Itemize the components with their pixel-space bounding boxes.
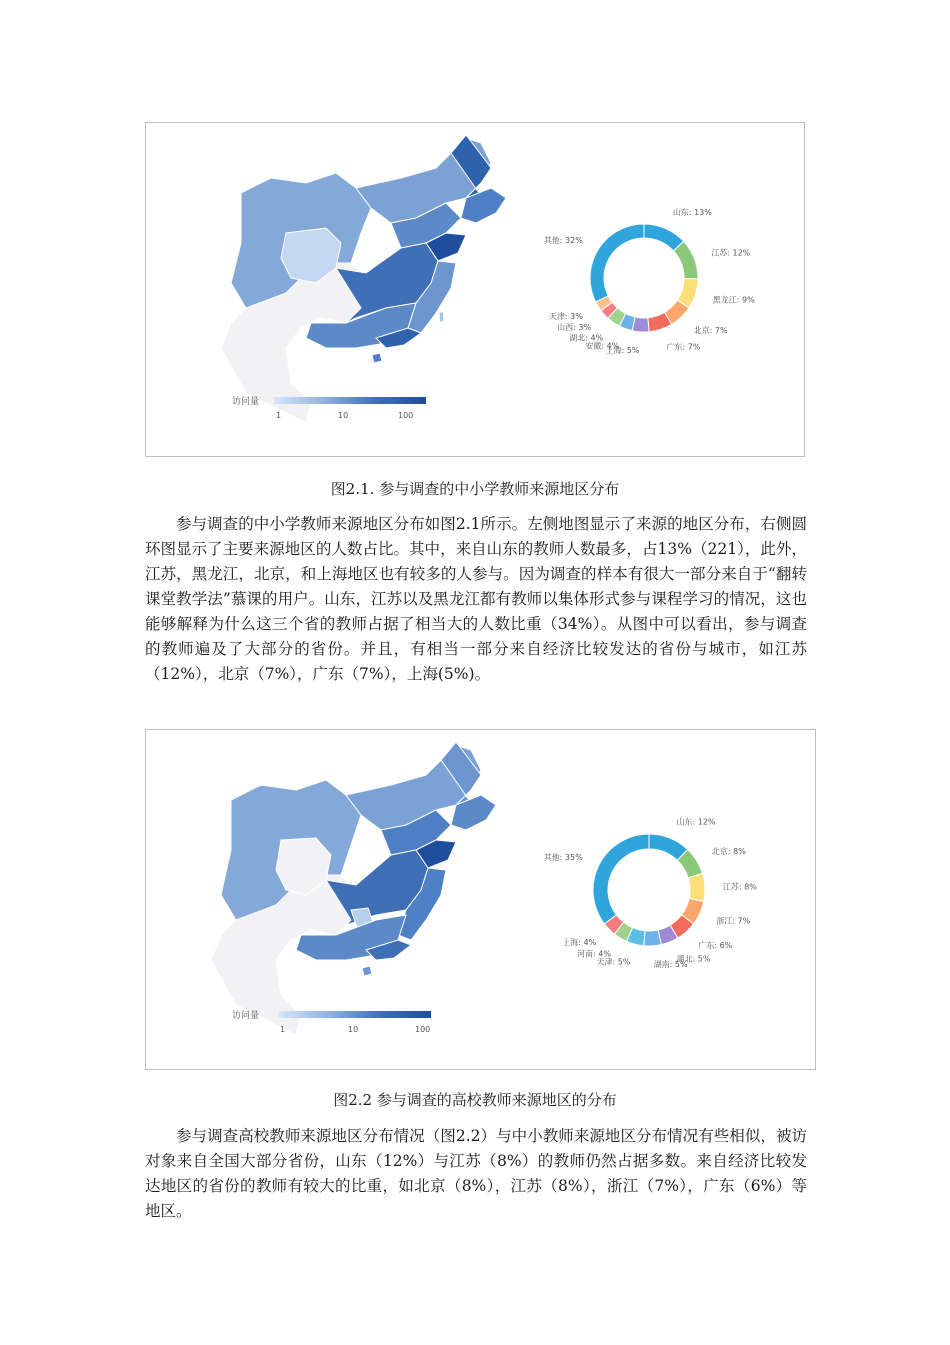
donut-label-3: 黑龙江: 9% [712,295,755,305]
donut-label-9: 山西: 3% [557,322,592,332]
donut-label-6: 湖北: 5% [676,954,711,964]
legend-gradient-bar [279,1011,431,1018]
donut-label-9: 河南: 4% [577,949,611,959]
donut-label-8: 湖北: 4% [569,333,604,343]
donut-label-2: 北京: 8% [711,846,746,856]
figure-2-1 [145,122,805,457]
legend-gradient-bar [274,397,426,404]
legend-tick-10: 10 [348,1025,359,1034]
legend-tick-10: 10 [338,411,349,420]
donut-label-1: 山东: 12% [676,817,716,827]
figure-2-1-graphic [146,123,806,458]
donut-label-4: 浙江: 7% [716,916,751,926]
donut-label-10: 上海: 4% [562,937,597,947]
donut-label-6: 上海: 5% [605,345,640,355]
donut-slice-2 [673,241,698,278]
donut-label-2: 江苏: 12% [711,248,751,258]
figure-2-1-caption: 图2.1. 参与调查的中小学教师来源地区分布 [330,480,620,498]
donut-label-4: 北京: 7% [693,326,728,336]
paragraph-1: 参与调查的中小学教师来源地区分布如图2.1所示。左侧地图显示了来源的地区分布，右侧圆环图显示了主要来源地区的人数占比。其中，来自山东的教师人数最多，占13%（221），此外，江苏，黑龙江，北京，和上海地区也有较多的人参与。因为调查的样本有很大一部分来自于“翻转课堂教学法”慕课的用户。山东，江苏以及黑龙江都有教师以集体形式参与课程学习的情况，这也能够解释为什么这三个省的教师占据了相当大的人数比重（34%）。从图中可以看出，参与调查的教师遍及了大部分的省份。并且，有相当一部分来自经济比较发达的省份与城市，如江苏（12%），北京（7%），广东（7%），上海(5%)。 [145,515,807,683]
donut-label-7: 湖南: 5% [653,959,688,969]
legend-tick-1: 1 [276,411,282,420]
legend-tick-100: 100 [398,411,414,420]
donut-label-3: 江苏: 8% [722,882,757,892]
donut-slice-7 [644,930,662,946]
legend-tick-1: 1 [280,1025,286,1034]
china-map [221,135,506,423]
map-region-hainan [362,966,372,976]
donut-label-10: 天津: 3% [548,311,583,321]
donut-slice-11 [593,834,649,924]
legend-title: 访问量 [232,1011,260,1021]
legend-title: 访问量 [232,397,260,407]
donut-label-1: 山东: 13% [672,208,712,218]
donut-chart-2-2 [544,816,758,969]
donut-slice-3 [688,873,705,901]
donut-label-7: 安徽: 4% [585,341,620,351]
china-map [211,742,496,1035]
donut-chart-2-1 [544,207,755,355]
donut-slice-11 [590,224,644,302]
donut-label-5: 广东: 6% [698,941,733,951]
paragraph-2: 参与调查高校教师来源地区分布情况（图2.2）与中小教师来源地区分布情况有些相似，被访对象来自全国大部分省份，山东（12%）与江苏（8%）的教师仍然占据多数。来自经济比较发达地区的省份的教师有较大的比重，如北京（8%），江苏（8%），浙江（7%），广东（6%）等地区。 [145,1127,807,1220]
map-region-hainan [372,353,382,363]
donut-label-11: 其他: 32% [543,236,583,246]
donut-label-5: 广东: 7% [666,342,701,352]
figure-2-2 [145,729,816,1070]
legend-tick-100: 100 [415,1025,431,1034]
donut-label-11: 其他: 35% [543,853,583,863]
figure-2-2-caption: 图2.2 参与调查的高校教师来源地区的分布 [333,1091,617,1109]
donut-label-8: 天津: 5% [596,957,631,967]
map-region-taiwan [439,311,444,323]
